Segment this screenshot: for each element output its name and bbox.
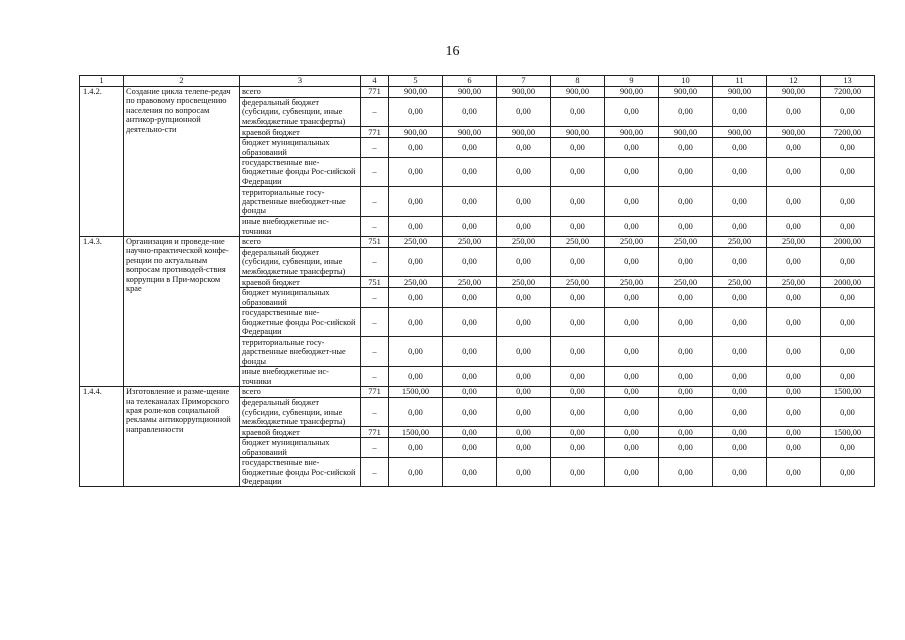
amount-cell: 0,00 — [605, 438, 659, 458]
amount-cell: 0,00 — [389, 217, 443, 237]
amount-cell: 0,00 — [389, 158, 443, 187]
amount-cell: 0,00 — [713, 337, 767, 367]
funding-source: краевой бюджет — [240, 427, 361, 438]
amount-cell: 0,00 — [821, 337, 875, 367]
amount-cell: 0,00 — [713, 288, 767, 308]
amount-cell: 900,00 — [551, 87, 605, 98]
budget-code: – — [361, 248, 389, 277]
table-row — [80, 387, 875, 398]
amount-cell: 0,00 — [713, 187, 767, 217]
amount-cell: 250,00 — [605, 277, 659, 288]
funding-source: территориальные госу-дарственные внебюджет-ные фонды — [240, 337, 361, 367]
amount-cell: 0,00 — [443, 387, 497, 398]
amount-cell: 0,00 — [767, 217, 821, 237]
amount-cell: 0,00 — [443, 248, 497, 277]
amount-cell: 250,00 — [605, 237, 659, 248]
amount-cell: 0,00 — [497, 458, 551, 487]
budget-code: 771 — [361, 427, 389, 438]
amount-cell: 0,00 — [713, 248, 767, 277]
amount-cell: 0,00 — [821, 438, 875, 458]
column-number-header: 7 — [497, 76, 551, 87]
amount-cell: 0,00 — [605, 158, 659, 187]
amount-cell: 0,00 — [551, 158, 605, 187]
amount-cell: 0,00 — [659, 308, 713, 337]
funding-source: иные внебюджетные ис-точники — [240, 367, 361, 387]
amount-cell: 0,00 — [659, 337, 713, 367]
amount-cell: 0,00 — [443, 288, 497, 308]
amount-cell: 0,00 — [389, 398, 443, 427]
amount-cell: 0,00 — [659, 288, 713, 308]
amount-cell: 0,00 — [713, 138, 767, 158]
amount-cell: 250,00 — [551, 277, 605, 288]
funding-source: бюджет муниципальных образований — [240, 438, 361, 458]
amount-cell: 0,00 — [497, 337, 551, 367]
amount-cell: 0,00 — [551, 398, 605, 427]
amount-cell: 0,00 — [767, 367, 821, 387]
column-number-header: 5 — [389, 76, 443, 87]
page-number: 16 — [445, 44, 460, 59]
amount-cell: 0,00 — [767, 187, 821, 217]
budget-code: – — [361, 337, 389, 367]
amount-cell: 0,00 — [821, 248, 875, 277]
amount-cell: 0,00 — [713, 308, 767, 337]
amount-cell: 0,00 — [605, 367, 659, 387]
amount-cell: 0,00 — [551, 138, 605, 158]
funding-source: бюджет муниципальных образований — [240, 138, 361, 158]
budget-code: – — [361, 217, 389, 237]
funding-source: всего — [240, 387, 361, 398]
amount-cell: 7200,00 — [821, 127, 875, 138]
funding-source: государственные вне-бюджетные фонды Рос-сийской Федерации — [240, 158, 361, 187]
table-row — [80, 87, 875, 98]
amount-cell: 0,00 — [443, 427, 497, 438]
amount-cell: 0,00 — [659, 158, 713, 187]
column-number-header: 10 — [659, 76, 713, 87]
amount-cell: 0,00 — [605, 398, 659, 427]
amount-cell: 0,00 — [821, 187, 875, 217]
amount-cell: 0,00 — [551, 288, 605, 308]
amount-cell: 0,00 — [659, 438, 713, 458]
amount-cell: 250,00 — [389, 237, 443, 248]
amount-cell: 0,00 — [767, 158, 821, 187]
amount-cell: 0,00 — [497, 98, 551, 127]
amount-cell: 0,00 — [497, 187, 551, 217]
amount-cell: 0,00 — [821, 458, 875, 487]
column-number-header: 2 — [124, 76, 240, 87]
activity-title: Организация и проведе-ние научно-практической конфе-ренции по актуальным вопросам противодей-ствия коррупции в При-морском крае — [124, 237, 240, 387]
amount-cell: 2000,00 — [821, 237, 875, 248]
amount-cell: 0,00 — [605, 458, 659, 487]
funding-source: государственные вне-бюджетные фонды Рос-сийской Федерации — [240, 458, 361, 487]
amount-cell: 0,00 — [713, 427, 767, 438]
amount-cell: 0,00 — [551, 458, 605, 487]
activity-code: 1.4.3. — [80, 237, 124, 387]
amount-cell: 0,00 — [821, 98, 875, 127]
amount-cell: 0,00 — [389, 248, 443, 277]
budget-code: – — [361, 308, 389, 337]
table-body — [80, 76, 875, 487]
amount-cell: 0,00 — [497, 427, 551, 438]
column-number-header: 8 — [551, 76, 605, 87]
amount-cell: 0,00 — [497, 308, 551, 337]
amount-cell: 0,00 — [443, 337, 497, 367]
funding-source: территориальные госу-дарственные внебюджет-ные фонды — [240, 187, 361, 217]
amount-cell: 0,00 — [767, 138, 821, 158]
budget-code: 751 — [361, 237, 389, 248]
budget-code: – — [361, 438, 389, 458]
amount-cell: 0,00 — [821, 308, 875, 337]
amount-cell: 0,00 — [497, 248, 551, 277]
amount-cell: 0,00 — [551, 187, 605, 217]
amount-cell: 250,00 — [767, 277, 821, 288]
amount-cell: 0,00 — [551, 217, 605, 237]
amount-cell: 0,00 — [443, 217, 497, 237]
budget-code: 751 — [361, 277, 389, 288]
amount-cell: 250,00 — [497, 277, 551, 288]
amount-cell: 0,00 — [713, 438, 767, 458]
amount-cell: 0,00 — [821, 217, 875, 237]
budget-code: – — [361, 158, 389, 187]
amount-cell: 0,00 — [443, 367, 497, 387]
amount-cell: 0,00 — [713, 217, 767, 237]
amount-cell: 0,00 — [659, 248, 713, 277]
amount-cell: 2000,00 — [821, 277, 875, 288]
amount-cell: 0,00 — [551, 367, 605, 387]
amount-cell: 900,00 — [713, 87, 767, 98]
column-number-header: 3 — [240, 76, 361, 87]
amount-cell: 0,00 — [551, 248, 605, 277]
amount-cell: 0,00 — [659, 187, 713, 217]
amount-cell: 0,00 — [389, 288, 443, 308]
amount-cell: 0,00 — [767, 398, 821, 427]
column-number-header: 13 — [821, 76, 875, 87]
amount-cell: 0,00 — [659, 427, 713, 438]
amount-cell: 0,00 — [605, 427, 659, 438]
amount-cell: 0,00 — [767, 337, 821, 367]
budget-table — [79, 75, 875, 487]
amount-cell: 0,00 — [767, 248, 821, 277]
amount-cell: 0,00 — [605, 387, 659, 398]
amount-cell: 0,00 — [821, 288, 875, 308]
budget-code: 771 — [361, 127, 389, 138]
amount-cell: 0,00 — [497, 217, 551, 237]
amount-cell: 900,00 — [497, 87, 551, 98]
amount-cell: 0,00 — [605, 217, 659, 237]
amount-cell: 0,00 — [497, 288, 551, 308]
funding-source: бюджет муниципальных образований — [240, 288, 361, 308]
amount-cell: 0,00 — [713, 387, 767, 398]
amount-cell: 0,00 — [389, 138, 443, 158]
amount-cell: 0,00 — [767, 458, 821, 487]
amount-cell: 250,00 — [659, 237, 713, 248]
amount-cell: 0,00 — [605, 187, 659, 217]
amount-cell: 0,00 — [767, 308, 821, 337]
funding-source: федеральный бюджет (субсидии, субвенции, иные межбюджетные трансферты) — [240, 398, 361, 427]
budget-code: – — [361, 398, 389, 427]
budget-code: – — [361, 138, 389, 158]
activity-code: 1.4.2. — [80, 87, 124, 237]
column-number-header: 9 — [605, 76, 659, 87]
amount-cell: 0,00 — [389, 367, 443, 387]
column-number-header: 6 — [443, 76, 497, 87]
amount-cell: 250,00 — [389, 277, 443, 288]
amount-cell: 0,00 — [767, 98, 821, 127]
amount-cell: 0,00 — [713, 367, 767, 387]
amount-cell: 0,00 — [821, 367, 875, 387]
amount-cell: 900,00 — [551, 127, 605, 138]
amount-cell: 0,00 — [605, 288, 659, 308]
amount-cell: 0,00 — [821, 138, 875, 158]
amount-cell: 0,00 — [497, 438, 551, 458]
amount-cell: 1500,00 — [821, 427, 875, 438]
amount-cell: 250,00 — [767, 237, 821, 248]
budget-code: – — [361, 288, 389, 308]
amount-cell: 0,00 — [443, 187, 497, 217]
amount-cell: 0,00 — [497, 398, 551, 427]
funding-source: государственные вне-бюджетные фонды Рос-сийской Федерации — [240, 308, 361, 337]
amount-cell: 250,00 — [443, 277, 497, 288]
activity-code: 1.4.4. — [80, 387, 124, 487]
amount-cell: 0,00 — [551, 337, 605, 367]
amount-cell: 1500,00 — [389, 427, 443, 438]
funding-source: всего — [240, 87, 361, 98]
amount-cell: 250,00 — [713, 277, 767, 288]
amount-cell: 900,00 — [497, 127, 551, 138]
amount-cell: 0,00 — [713, 398, 767, 427]
amount-cell: 0,00 — [443, 98, 497, 127]
amount-cell: 0,00 — [551, 387, 605, 398]
amount-cell: 0,00 — [443, 308, 497, 337]
amount-cell: 0,00 — [389, 187, 443, 217]
table-row — [80, 237, 875, 248]
amount-cell: 900,00 — [659, 87, 713, 98]
amount-cell: 900,00 — [389, 127, 443, 138]
amount-cell: 0,00 — [551, 98, 605, 127]
amount-cell: 0,00 — [713, 458, 767, 487]
amount-cell: 0,00 — [389, 308, 443, 337]
amount-cell: 0,00 — [443, 438, 497, 458]
amount-cell: 0,00 — [713, 158, 767, 187]
amount-cell: 0,00 — [605, 308, 659, 337]
budget-code: – — [361, 98, 389, 127]
column-number-header: 11 — [713, 76, 767, 87]
activity-title: Изготовление и разме-щение на телеканалах Приморского края роли-ков социальной рекламы антикоррупционной направленности — [124, 387, 240, 487]
amount-cell: 0,00 — [605, 337, 659, 367]
amount-cell: 900,00 — [605, 87, 659, 98]
amount-cell: 0,00 — [659, 217, 713, 237]
amount-cell: 0,00 — [443, 458, 497, 487]
amount-cell: 0,00 — [605, 138, 659, 158]
header-row — [80, 76, 875, 87]
amount-cell: 0,00 — [389, 438, 443, 458]
amount-cell: 0,00 — [497, 138, 551, 158]
amount-cell: 0,00 — [497, 387, 551, 398]
amount-cell: 0,00 — [497, 158, 551, 187]
amount-cell: 0,00 — [551, 438, 605, 458]
amount-cell: 0,00 — [389, 458, 443, 487]
amount-cell: 900,00 — [767, 87, 821, 98]
amount-cell: 900,00 — [767, 127, 821, 138]
amount-cell: 0,00 — [767, 288, 821, 308]
funding-source: федеральный бюджет (субсидии, субвенции, иные межбюджетные трансферты) — [240, 248, 361, 277]
amount-cell: 0,00 — [659, 367, 713, 387]
budget-code: 771 — [361, 87, 389, 98]
amount-cell: 900,00 — [659, 127, 713, 138]
budget-code: 771 — [361, 387, 389, 398]
budget-code: – — [361, 367, 389, 387]
amount-cell: 250,00 — [659, 277, 713, 288]
amount-cell: 900,00 — [389, 87, 443, 98]
amount-cell: 900,00 — [443, 127, 497, 138]
column-number-header: 12 — [767, 76, 821, 87]
amount-cell: 0,00 — [605, 98, 659, 127]
amount-cell: 0,00 — [659, 98, 713, 127]
amount-cell: 0,00 — [821, 158, 875, 187]
amount-cell: 0,00 — [659, 138, 713, 158]
amount-cell: 250,00 — [713, 237, 767, 248]
amount-cell: 1500,00 — [821, 387, 875, 398]
amount-cell: 0,00 — [659, 387, 713, 398]
amount-cell: 900,00 — [605, 127, 659, 138]
amount-cell: 0,00 — [821, 398, 875, 427]
amount-cell: 0,00 — [443, 158, 497, 187]
amount-cell: 0,00 — [443, 138, 497, 158]
amount-cell: 0,00 — [659, 458, 713, 487]
amount-cell: 900,00 — [443, 87, 497, 98]
amount-cell: 0,00 — [713, 98, 767, 127]
budget-code: – — [361, 458, 389, 487]
amount-cell: 250,00 — [551, 237, 605, 248]
column-number-header: 1 — [80, 76, 124, 87]
amount-cell: 0,00 — [443, 398, 497, 427]
amount-cell: 250,00 — [443, 237, 497, 248]
column-number-header: 4 — [361, 76, 389, 87]
amount-cell: 0,00 — [389, 98, 443, 127]
funding-source: иные внебюджетные ис-точники — [240, 217, 361, 237]
amount-cell: 0,00 — [551, 308, 605, 337]
amount-cell: 900,00 — [713, 127, 767, 138]
amount-cell: 0,00 — [605, 248, 659, 277]
funding-source: краевой бюджет — [240, 127, 361, 138]
amount-cell: 0,00 — [497, 367, 551, 387]
amount-cell: 1500,00 — [389, 387, 443, 398]
activity-title: Создание цикла телепе-редач по правовому просвещению населения по вопросам антикор-рупционной деятельно-сти — [124, 87, 240, 237]
funding-source: всего — [240, 237, 361, 248]
amount-cell: 0,00 — [767, 438, 821, 458]
amount-cell: 7200,00 — [821, 87, 875, 98]
funding-source: краевой бюджет — [240, 277, 361, 288]
budget-code: – — [361, 187, 389, 217]
amount-cell: 0,00 — [659, 398, 713, 427]
funding-source: федеральный бюджет (субсидии, субвенции, иные межбюджетные трансферты) — [240, 98, 361, 127]
amount-cell: 250,00 — [497, 237, 551, 248]
amount-cell: 0,00 — [551, 427, 605, 438]
amount-cell: 0,00 — [767, 387, 821, 398]
amount-cell: 0,00 — [767, 427, 821, 438]
amount-cell: 0,00 — [389, 337, 443, 367]
